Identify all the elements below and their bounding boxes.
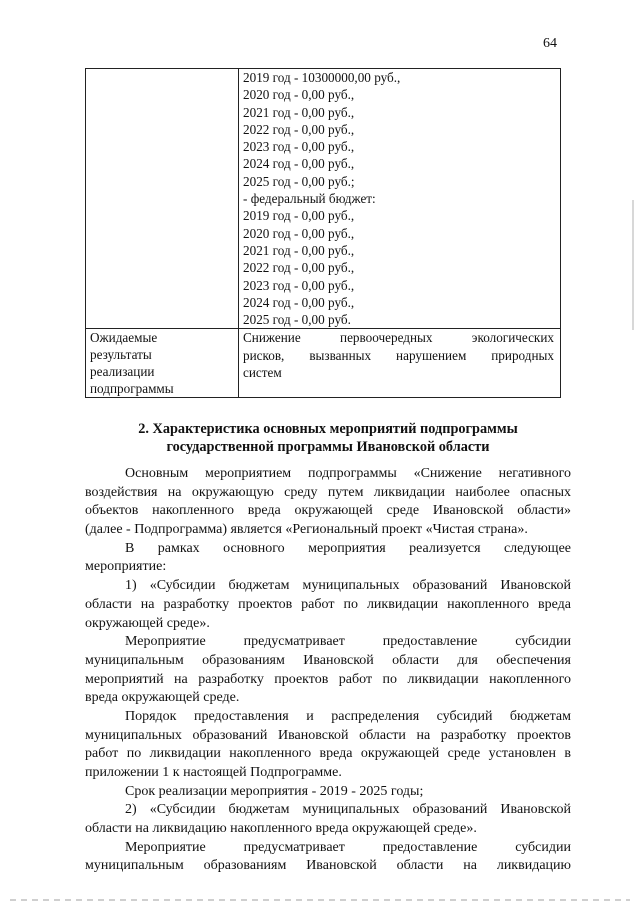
body-line: области на разработку проектов работ по ликвидации накопленного вреда: [85, 596, 571, 612]
empty-label-cell: [86, 69, 239, 329]
results-value-cell: [239, 329, 561, 398]
results-value-line: рисков, вызванных нарушением природных: [243, 347, 554, 363]
scan-edge-mark: [632, 200, 634, 330]
funding-line: - федеральный бюджет:: [243, 191, 376, 207]
page-number: 64: [543, 36, 557, 51]
body-line: мероприятий на разработку проектов работ по ликвидации накопленного: [85, 671, 571, 687]
subprogram-passport-table: [85, 68, 561, 398]
funding-line: 2022 год - 0,00 руб.,: [243, 260, 355, 276]
results-label-line: подпрограммы: [90, 381, 174, 397]
funding-line: 2023 год - 0,00 руб.,: [243, 139, 355, 155]
body-line: мероприятие:: [85, 559, 167, 575]
funding-line: 2025 год - 0,00 руб.;: [243, 173, 355, 189]
funding-line: 2019 год - 10300000,00 руб.,: [243, 70, 401, 85]
body-line: Мероприятие предусматривает предоставление субсидии: [125, 839, 571, 855]
funding-line: 2025 год - 0,00 руб.: [243, 312, 351, 328]
table-row: [86, 69, 561, 329]
body-line: воздействия на окружающую среду путем ликвидации наиболее опасных: [85, 484, 571, 500]
funding-line: 2022 год - 0,00 руб.,: [243, 121, 355, 137]
body-line: окружающей среде».: [85, 615, 210, 631]
body-line: Мероприятие предусматривает предоставление субсидии: [125, 634, 571, 650]
body-line: приложении 1 к настоящей Подпрограмме.: [85, 765, 342, 780]
section-heading: [85, 420, 571, 456]
heading-line: государственной программы Ивановской области: [166, 439, 490, 455]
body-line: В рамках основного мероприятия реализуется следующее: [125, 540, 571, 556]
funding-line: 2020 год - 0,00 руб.,: [243, 87, 355, 103]
results-label-line: Ожидаемые: [90, 330, 158, 346]
body-line: 1) «Субсидии бюджетам муниципальных образований Ивановской: [125, 578, 571, 594]
table-row: [86, 329, 561, 398]
funding-line: 2024 год - 0,00 руб.,: [243, 294, 355, 310]
body-line: области на ликвидацию накопленного вреда окружающей среде».: [85, 821, 477, 837]
funding-line: 2021 год - 0,00 руб.,: [243, 242, 355, 258]
body-line: Порядок предоставления и распределения субсидий бюджетам: [125, 708, 571, 724]
funding-line: 2019 год - 0,00 руб.,: [243, 208, 355, 224]
section-body: [85, 465, 571, 876]
results-label-line: реализации: [90, 364, 155, 380]
results-value-line: систем: [243, 365, 282, 381]
body-line: (далее - Подпрограмма) является «Региональный проект «Чистая страна».: [85, 522, 528, 538]
body-line: муниципальным образованиям Ивановской области для обеспечения: [85, 652, 571, 668]
results-label-line: результаты: [90, 347, 152, 363]
results-label-cell: [86, 329, 239, 398]
body-line: Срок реализации мероприятия - 2019 - 2025 годы;: [125, 783, 424, 799]
body-line: муниципальных образований Ивановской области на разработку проектов: [85, 727, 571, 743]
body-line: Основным мероприятием подпрограммы «Снижение негативного: [125, 466, 571, 481]
body-line: муниципальным образованиям Ивановской области на ликвидацию: [85, 858, 571, 874]
funding-cell: [239, 69, 561, 329]
funding-line: 2020 год - 0,00 руб.,: [243, 225, 355, 241]
funding-line: 2024 год - 0,00 руб.,: [243, 156, 355, 172]
body-line: работ по ликвидации накопленного вреда окружающей среде установлен в: [85, 746, 571, 762]
body-line: объектов накопленного вреда окружающей среде Ивановской области»: [85, 503, 571, 519]
results-value-line: Снижение первоочередных экологических: [243, 330, 554, 346]
body-line: вреда окружающей среде.: [85, 690, 240, 706]
heading-line: 2. Характеристика основных мероприятий подпрограммы: [138, 421, 518, 437]
body-line: 2) «Субсидии бюджетам муниципальных образований Ивановской: [125, 802, 571, 818]
funding-line: 2021 год - 0,00 руб.,: [243, 104, 355, 120]
funding-line: 2023 год - 0,00 руб.,: [243, 277, 355, 293]
scan-bottom-noise: [10, 899, 630, 901]
